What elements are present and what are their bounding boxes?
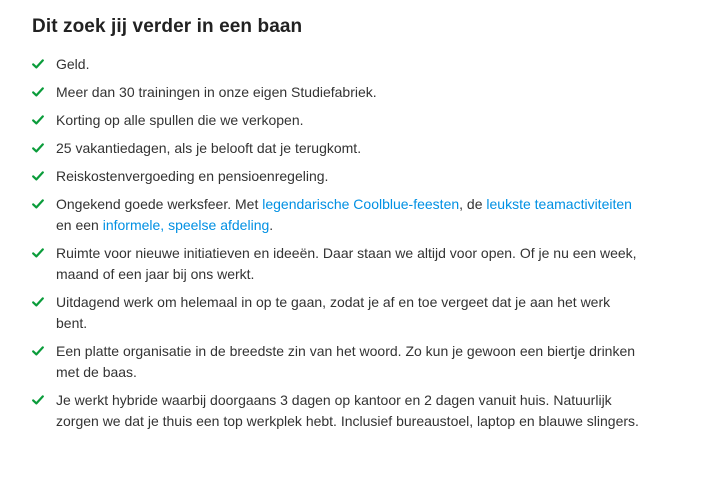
text-segment: . [269, 217, 274, 233]
list-item-text: Uitdagend werk om helemaal in op te gaan, zodat je af en toe vergeet dat je aan het werk bent. [56, 294, 611, 331]
list-item-text: Reiskostenvergoeding en pensioenregeling. [56, 168, 329, 184]
list-item [32, 243, 644, 285]
list-item-text [56, 196, 632, 233]
text-segment: Ongekend goede werksfeer. Met [56, 196, 263, 212]
text-segment: , de [459, 196, 487, 212]
check-icon [32, 247, 44, 259]
list-item-text: Ruimte voor nieuwe initiatieven en ideeën. Daar staan we altijd voor open. Of je nu een week, maand of een jaar bij ons werkt. [56, 245, 637, 282]
check-icon [32, 170, 44, 182]
list-item [32, 292, 644, 334]
check-icon [32, 86, 44, 98]
list-item-text: Meer dan 30 trainingen in onze eigen Studiefabriek. [56, 84, 377, 100]
list-item-text: 25 vakantiedagen, als je belooft dat je terugkomt. [56, 140, 362, 156]
check-icon [32, 345, 44, 357]
check-icon [32, 114, 44, 126]
list-item [32, 390, 644, 432]
teamactiviteiten-link[interactable]: leukste teamactiviteiten [486, 196, 632, 212]
check-icon [32, 58, 44, 70]
list-item [32, 138, 644, 159]
coolblue-feesten-link[interactable]: legendarische Coolblue-feesten [262, 196, 460, 212]
check-icon [32, 198, 44, 210]
list-item [32, 110, 644, 131]
list-item [32, 194, 644, 236]
list-item-text: Een platte organisatie in de breedste zin van het woord. Zo kun je gewoon een biertje drinken met de baas. [56, 343, 636, 380]
list-item-text: Korting op alle spullen die we verkopen. [56, 112, 304, 128]
speelse-afdeling-link[interactable]: informele, speelse afdeling [102, 217, 270, 233]
list-item [32, 166, 644, 187]
check-icon [32, 142, 44, 154]
list-item [32, 54, 644, 75]
list-item-text: Je werkt hybride waarbij doorgaans 3 dagen op kantoor en 2 dagen vanuit huis. Natuurlijk zorgen we dat je thuis een top werkplek hebt. Inclusief bureaustoel, laptop en blauwe slingers. [56, 392, 639, 429]
text-segment: en een [56, 217, 103, 233]
check-icon [32, 394, 44, 406]
list-item-text: Geld. [56, 56, 90, 72]
check-icon [32, 296, 44, 308]
list-item [32, 341, 644, 383]
list-item [32, 82, 644, 103]
section-heading: Dit zoek jij verder in een baan [32, 16, 303, 37]
benefits-list [32, 54, 644, 432]
